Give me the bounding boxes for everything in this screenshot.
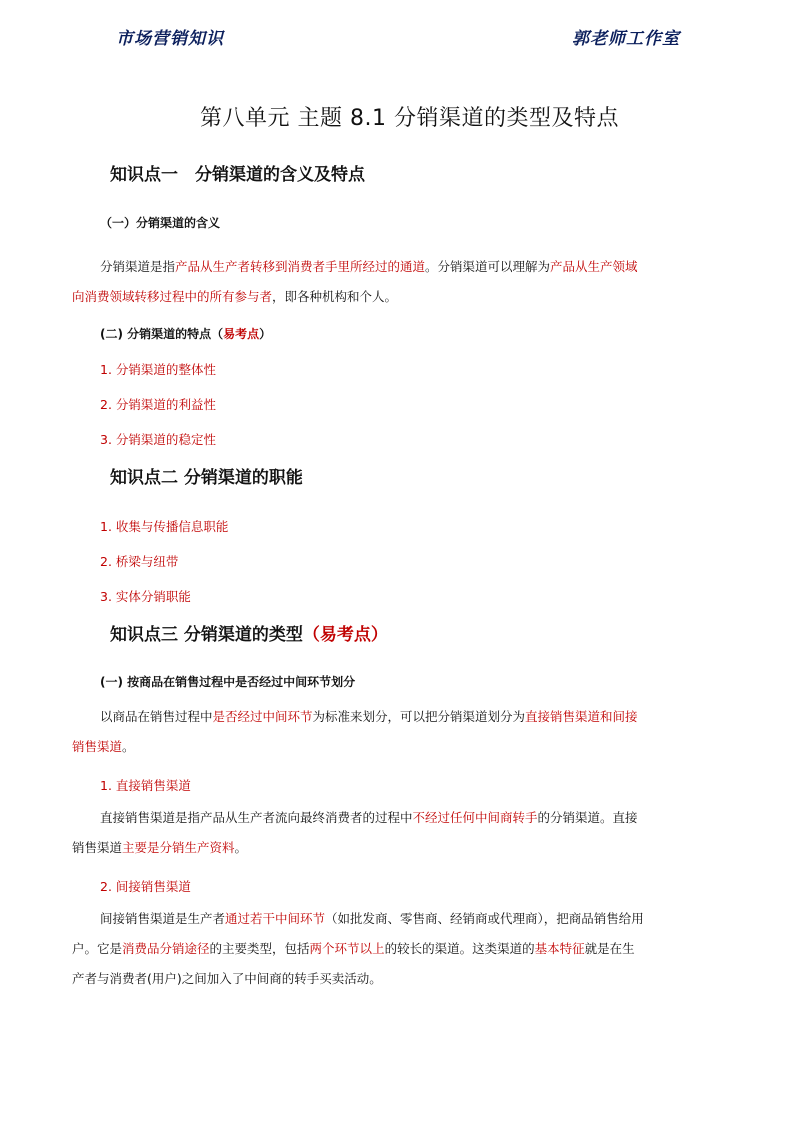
item-keyword: 利益性 — [178, 397, 216, 412]
header-left: 市场营销知识 — [116, 29, 224, 49]
highlight: 产品从生产领域向消费领域转移过程中的所有参与者 — [72, 259, 638, 304]
highlight: 消费品分销途径 — [122, 941, 210, 956]
highlight: 基本特征 — [534, 941, 585, 956]
list-item-direct-channel: 1. 直接销售渠道 — [100, 778, 191, 793]
highlight: 通过若干中间环节 — [225, 911, 326, 926]
paragraph-definition — [72, 252, 646, 312]
text: ） — [259, 327, 272, 341]
paragraph-direct-channel — [72, 803, 646, 863]
item-keyword: 整体性 — [178, 362, 216, 377]
text: （如批发商、零售商、经销商或代理商），把商品销售给用户。它是 — [72, 911, 644, 956]
subheading-features — [100, 325, 271, 342]
list-item — [100, 430, 216, 448]
list-item-indirect-channel: 2. 间接销售渠道 — [100, 879, 191, 894]
list-item: 3. 实体分销职能 — [100, 589, 191, 604]
list-item: 1. 收集与传播信息职能 — [100, 519, 229, 534]
section-heading-3 — [110, 620, 388, 645]
highlight: 是否经过中间环节 — [212, 709, 313, 724]
text: 。 — [234, 840, 248, 855]
list-item: 2. 桥梁与纽带 — [100, 554, 179, 569]
text: 间接销售渠道是生产者 — [100, 911, 226, 926]
header-right: 郭老师工作室 — [572, 29, 680, 49]
highlight: 两个环节以上 — [309, 941, 385, 956]
item-text: 分销渠道的 — [115, 362, 179, 377]
text: 的主要类型，包括 — [209, 941, 310, 956]
subheading-classification: (一) 按商品在销售过程中是否经过中间环节划分 — [100, 675, 356, 689]
item-text: 分销渠道的 — [115, 432, 179, 447]
text: 。 — [122, 739, 135, 754]
subheading-definition: （一）分销渠道的含义 — [100, 216, 221, 230]
text: 的分销渠道。直接销售渠道 — [72, 810, 638, 855]
page-title: 第八单元 主题 8.1 分销渠道的类型及特点 — [200, 106, 619, 131]
text: 。分销渠道可以理解为 — [425, 259, 551, 274]
highlight: 直接销售渠道和间接销售渠道 — [72, 709, 638, 754]
text: 为标准来划分，可以把分销渠道划分为 — [312, 709, 526, 724]
highlight: 不经过任何中间商转手 — [412, 810, 538, 825]
exam-point-tag: 易考点 — [223, 327, 260, 341]
item-text: 分销渠道的 — [115, 397, 179, 412]
item-number: 2. — [100, 397, 112, 412]
text: 以商品在销售过程中 — [100, 709, 213, 724]
list-item — [100, 395, 216, 413]
highlight: 产品从生产者转移到消费者手里所经过的通道 — [175, 259, 426, 274]
text: ，即各种机构和个人。 — [272, 289, 398, 304]
highlight: 主要是分销生产资料 — [122, 840, 235, 855]
text: 分销渠道是指 — [100, 259, 176, 274]
item-number: 1. — [100, 362, 112, 377]
paragraph-indirect-channel — [72, 904, 646, 994]
section-heading-2: 知识点二 分销渠道的职能 — [110, 468, 303, 488]
text: 就是在生产者与消费者(用户)之间加入了中间商的转手买卖活动。 — [72, 941, 635, 986]
item-keyword: 稳定性 — [178, 432, 216, 447]
item-number: 3. — [100, 432, 112, 447]
text: 知识点三 分销渠道的类型 — [110, 625, 303, 645]
paragraph-classification — [72, 702, 646, 762]
section-heading-1: 知识点一 分销渠道的含义及特点 — [110, 165, 365, 185]
text: 直接销售渠道是指产品从生产者流向最终消费者的过程中 — [100, 810, 413, 825]
text: (二) 分销渠道的特点（ — [100, 327, 224, 341]
exam-point-tag: （易考点） — [302, 625, 388, 645]
text: 的较长的渠道。这类渠道的 — [384, 941, 535, 956]
list-item — [100, 360, 216, 378]
